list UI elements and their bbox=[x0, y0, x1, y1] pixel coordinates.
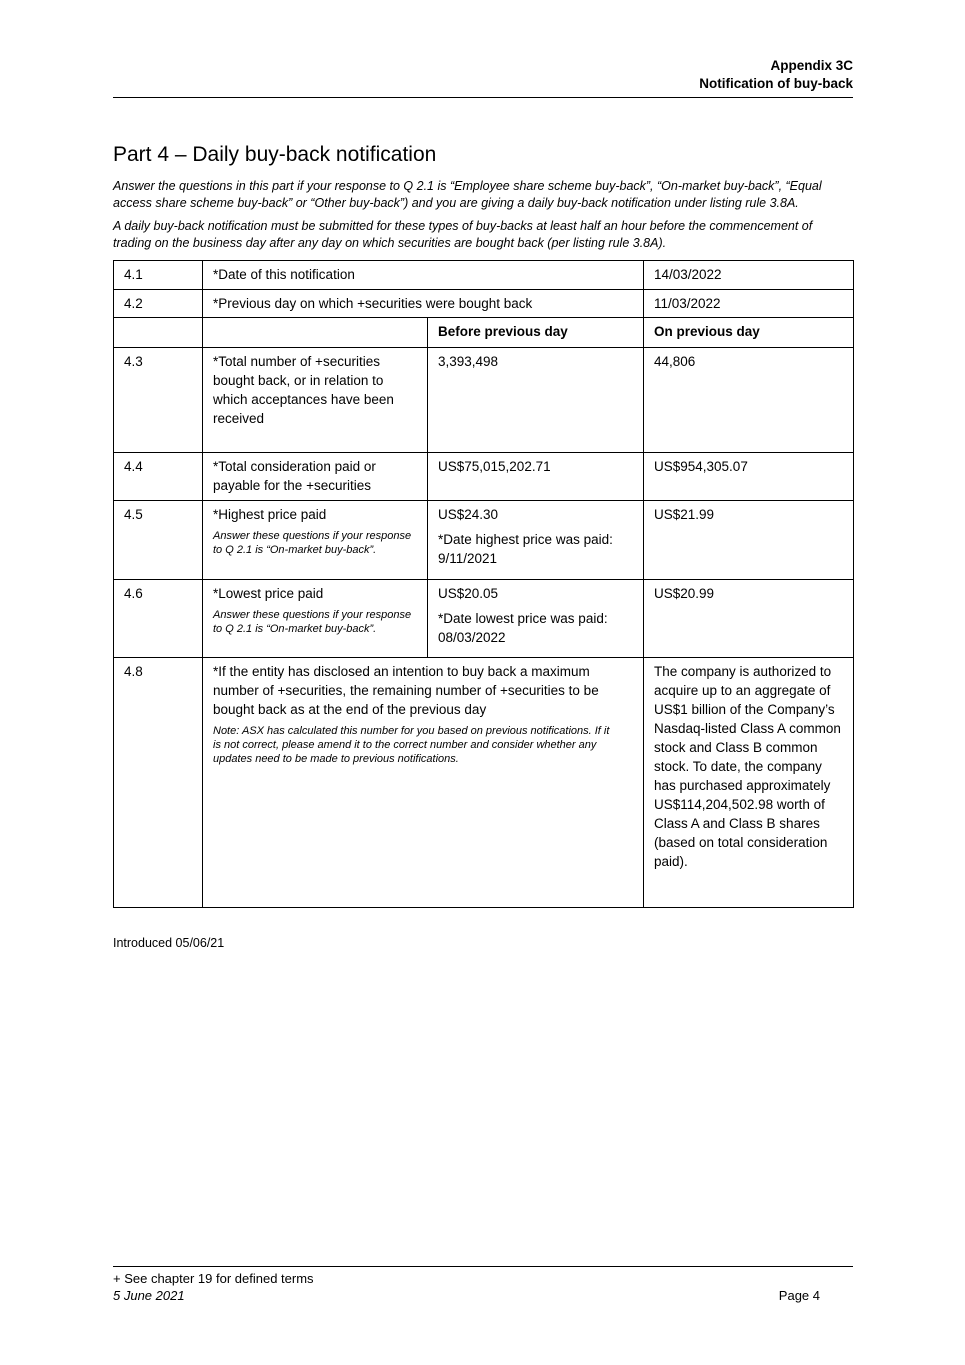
row-4-3-before-value: 3,393,498 bbox=[428, 348, 644, 453]
row-4-4-label: *Total consideration paid or payable for the +securities bbox=[203, 453, 428, 501]
row-4-6-label-cell bbox=[203, 580, 428, 658]
row-4-1-label: *Date of this notification bbox=[203, 261, 644, 290]
intro-paragraph-1: Answer the questions in this part if your response to Q 2.1 is “Employee share scheme buy-back”, “On-market buy-back”, “Equal access share scheme buy-back” or “Other buy-back”) and you are giving a daily buy-back notification under listing rule 3.8A. bbox=[113, 179, 822, 210]
row-4-1-value: 14/03/2022 bbox=[644, 261, 854, 290]
content-area bbox=[113, 0, 853, 963]
row-4-8-label-cell bbox=[203, 658, 644, 908]
table-row-4-3 bbox=[114, 348, 854, 453]
row-4-8-note: Note: ASX has calculated this number for you based on previous notifications. If it is not correct, please amend it to the correct number and consider whether any updates need to be made to previous notifications. bbox=[213, 725, 610, 765]
footer-rule bbox=[113, 1266, 853, 1267]
table-row-4-6 bbox=[114, 580, 854, 658]
table-column-header-row bbox=[114, 318, 854, 348]
row-4-3-label: *Total number of +securities bought back, or in relation to which acceptances have been received bbox=[203, 348, 428, 453]
row-4-6-label: *Lowest price paid bbox=[213, 586, 324, 601]
footer-date: 5 June 2021 bbox=[113, 1288, 185, 1303]
intro-paragraph-2: A daily buy-back notification must be submitted for these types of buy-backs at least half an hour before the commencement of trading on the business day after any day on which securities are bought back (per listing rule 3.8A). bbox=[113, 219, 813, 250]
row-4-8-value: The company is authorized to acquire up to an aggregate of US$1 billion of the Company’s Nasdaq-listed Class A common stock and Class B common stock. To date, the company has purchased approximately US$114,204,502.98 worth of Class A and Class B shares (based on total consideration paid). bbox=[644, 658, 854, 908]
table-row-4-8 bbox=[114, 658, 854, 908]
table-row-4-5 bbox=[114, 501, 854, 580]
defined-terms-note: + See chapter 19 for defined terms bbox=[113, 1271, 314, 1286]
row-4-5-on-value: US$21.99 bbox=[644, 501, 854, 580]
page-title: Part 4 – Daily buy-back notification bbox=[113, 143, 437, 166]
row-4-6-number: 4.6 bbox=[114, 580, 203, 658]
row-4-5-label-cell bbox=[203, 501, 428, 580]
row-4-5-before-date: *Date highest price was paid: 9/11/2021 bbox=[438, 532, 613, 566]
row-4-6-on-value: US$20.99 bbox=[644, 580, 854, 658]
row-4-5-before-cell bbox=[428, 501, 644, 580]
row-4-5-before-price: US$24.30 bbox=[438, 507, 499, 522]
table-row-4-1 bbox=[114, 261, 854, 290]
row-4-2-value: 11/03/2022 bbox=[644, 290, 854, 318]
row-4-5-label: *Highest price paid bbox=[213, 507, 327, 522]
appendix-subtitle: Notification of buy-back bbox=[699, 76, 853, 91]
row-4-4-before-value: US$75,015,202.71 bbox=[428, 453, 644, 501]
row-4-3-on-value: 44,806 bbox=[644, 348, 854, 453]
row-4-8-label: *If the entity has disclosed an intention to buy back a maximum number of +securities, the remaining number of +securities to be bought back as at the end of the previous day bbox=[213, 664, 599, 717]
row-4-5-note: Answer these questions if your response to Q 2.1 is “On-market buy-back”. bbox=[213, 530, 412, 556]
row-4-5-number: 4.5 bbox=[114, 501, 203, 580]
header-empty-cell-2 bbox=[203, 318, 428, 348]
row-4-4-on-value: US$954,305.07 bbox=[644, 453, 854, 501]
row-4-6-before-cell bbox=[428, 580, 644, 658]
table-row-4-4 bbox=[114, 453, 854, 501]
header-rule bbox=[113, 97, 853, 98]
row-4-4-number: 4.4 bbox=[114, 453, 203, 501]
page-number: Page 4 bbox=[778, 1288, 820, 1303]
introduced-note: Introduced 05/06/21 bbox=[113, 936, 225, 950]
footer-bottom-row bbox=[113, 1287, 853, 1304]
appendix-title: Appendix 3C bbox=[770, 58, 853, 73]
row-4-6-before-date: *Date lowest price was paid: 08/03/2022 bbox=[438, 611, 608, 645]
row-4-6-note: Answer these questions if your response to Q 2.1 is “On-market buy-back”. bbox=[213, 609, 412, 635]
buyback-table bbox=[113, 260, 854, 908]
row-4-6-before-price: US$20.05 bbox=[438, 586, 499, 601]
row-4-8-number: 4.8 bbox=[114, 658, 203, 908]
document-header bbox=[113, 57, 853, 93]
row-4-2-number: 4.2 bbox=[114, 290, 203, 318]
page-footer bbox=[113, 1266, 853, 1304]
row-4-3-number: 4.3 bbox=[114, 348, 203, 453]
column-header-on: On previous day bbox=[644, 318, 854, 348]
row-4-2-label: *Previous day on which +securities were bought back bbox=[203, 290, 644, 318]
header-empty-cell-1 bbox=[114, 318, 203, 348]
table-row-4-2 bbox=[114, 290, 854, 318]
column-header-before: Before previous day bbox=[428, 318, 644, 348]
row-4-1-number: 4.1 bbox=[114, 261, 203, 290]
